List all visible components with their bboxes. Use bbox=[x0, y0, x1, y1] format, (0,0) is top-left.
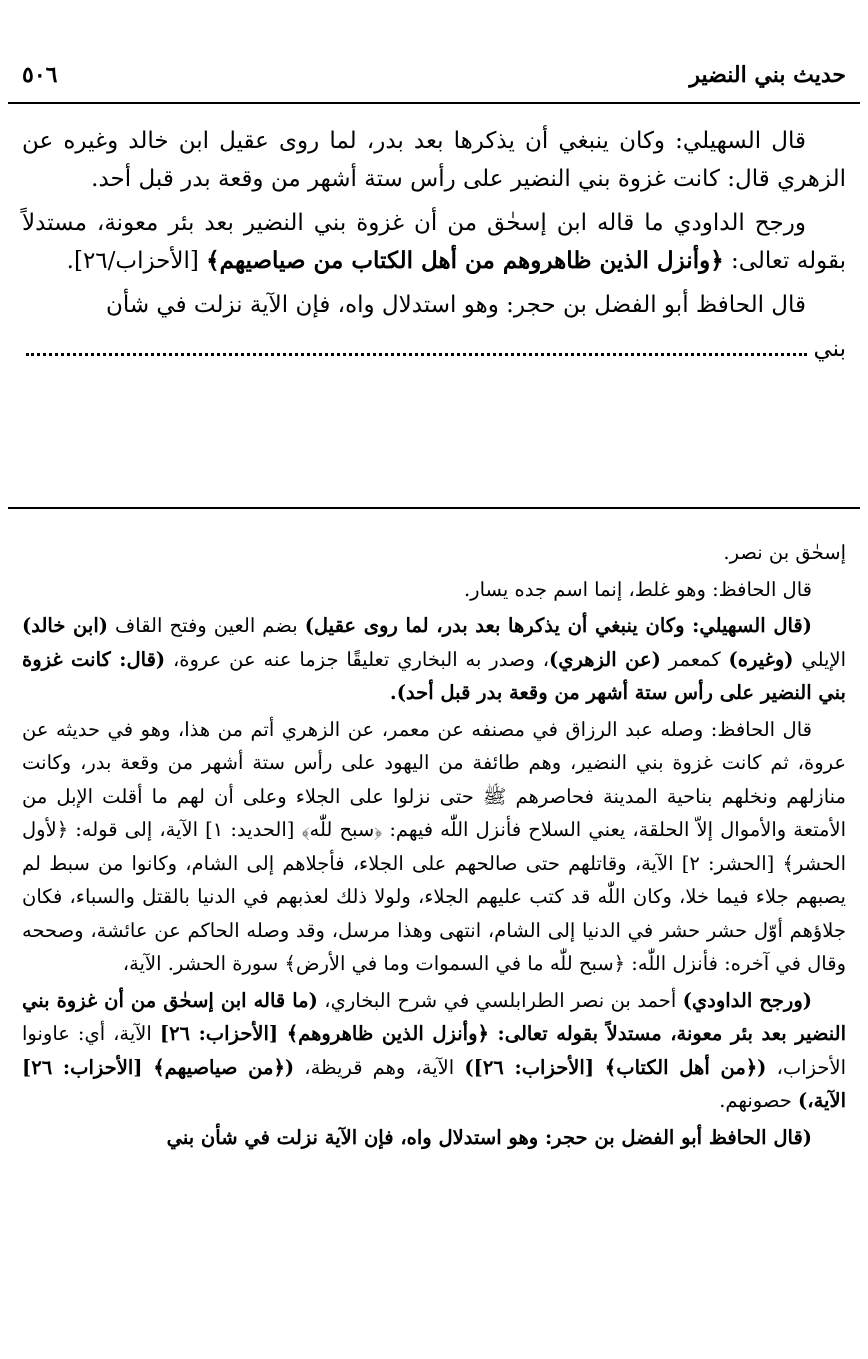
main-paragraph: قال السهيلي: وكان ينبغي أن يذكرها بعد بدر، لما روى عقيل ابن خالد وغيره عن الزهري قال: كانت غزوة بني النضير على رأس ستة أشهر من وقعة بدر قبل أحد. bbox=[22, 128, 846, 192]
commentary-paragraph: (قال الحافظ أبو الفضل بن حجر: وهو استدلال واه، فإن الآية نزلت في شأن بني bbox=[166, 1125, 812, 1149]
running-title: حديث بني النضير bbox=[689, 62, 846, 88]
main-paragraph: قال الحافظ أبو الفضل بن حجر: وهو استدلال واه، فإن الآية نزلت في شأن bbox=[105, 292, 806, 318]
commentary-text bbox=[22, 536, 846, 1157]
main-paragraph: ورجح الداودي ما قاله ابن إسحٰق من أن غزوة بني النضير بعد بئر معونة، مستدلاً بقوله تعالى: ﴿وأنزل الذين ظاهروهم من أهل الكتاب من صياصيهم﴾ [الأحزاب/٢٦]. bbox=[22, 210, 846, 274]
quran-quote: ﴿وأنزل الذين ظاهروهم من أهل الكتاب من صياصيهم﴾ bbox=[206, 247, 724, 274]
commentary-paragraph: إسحٰق بن نصر. bbox=[723, 541, 846, 564]
commentary-paragraph: قال الحافظ: وهو غلط، إنما اسم جده يسار. bbox=[463, 577, 812, 601]
commentary-paragraph: (قال السهيلي: وكان ينبغي أن يذكرها بعد بدر، لما روى عقيل) بضم العين وفتح القاف (ابن خالد) الإيلي (وغيره) كمعمر (عن الزهري)، وصدر به البخاري تعليقًا جزما عنه عن عروة، (قال: كانت غزوة بني النضير على رأس ستة أشهر من وقعة بدر قبل أحد). bbox=[22, 614, 846, 704]
continuation-line bbox=[22, 330, 846, 368]
last-word: بني bbox=[813, 336, 846, 362]
header-rule bbox=[8, 102, 860, 104]
commentary-paragraph: (ورجح الداودي) أحمد بن نصر الطرابلسي في شرح البخاري، (ما قاله ابن إسحٰق من أن غزوة بني النضير بعد بئر معونة، مستدلاً بقوله تعالى: ﴿وأنزل الذين ظاهروهم﴾ [الأحزاب: ٢٦] الآية، أي: عاونوا الأحزاب، (﴿من أهل الكتاب﴾ [الأحزاب: ٢٦]) الآية، وهم قريظة، (﴿من صياصيهم﴾ [الأحزاب: ٢٦] الآية،) حصونهم. bbox=[22, 988, 846, 1112]
separator-rule bbox=[8, 507, 860, 509]
page-number: ٥٠٦ bbox=[22, 62, 58, 88]
main-text bbox=[22, 122, 846, 368]
commentary-paragraph: قال الحافظ: وصله عبد الرزاق في مصنفه عن معمر، عن الزهري أتم من هذا، وهو في حديثه عن عروة، ثم كانت غزوة بني النضير، وهم طائفة من اليهود على رأس ستة أشهر من وقعة بدر، وكانت منازلهم ونخلهم بناحية المدينة فحاصرهم ﷺ حتى نزلوا على الجلاء وعلى أن لهم ما أقلت الإبل من الأمتعة والأموال إلاّ الحلقة، يعني السلاح فأنزل اللّٰه فيهم: ﴿سبح للّٰه﴾ [الحديد: ١] الآية، إلى قوله: ﴿لأول الحشر﴾ [الحشر: ٢] الآية، وقاتلهم حتى صالحهم على الجلاء، فأجلاهم إلى الشام، وكانوا من سبط لم يصبهم جلاء فيما خلا، وكان اللّٰه قد كتب عليهم الجلاء، ولولا ذلك لعذبهم في الدنيا بالقتل والسباء، فكان جلاؤهم أوّل حشر حشر في الدنيا إلى الشام، انتهى وهذا مرسل، وقد وصله الحاكم عن عائشة، وصححه وقال في آخره: فأنزل اللّٰه: ﴿سبح للّٰه ما في السموات وما في الأرض﴾ سورة الحشر. الآية، bbox=[22, 717, 846, 975]
dotted-leader bbox=[26, 353, 807, 356]
page-header bbox=[22, 62, 846, 88]
